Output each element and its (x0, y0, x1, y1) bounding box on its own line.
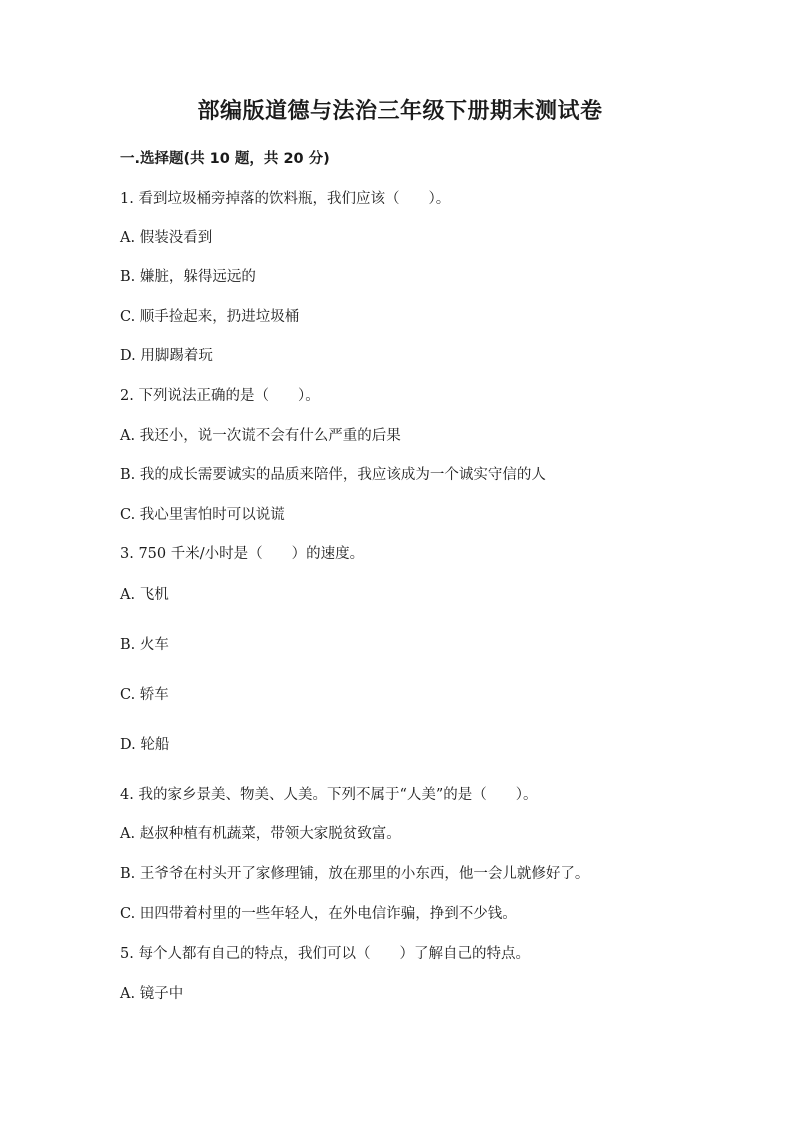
question-4-option-c: C. 田四带着村里的一些年轻人，在外电信诈骗，挣到不少钱。 (120, 906, 517, 922)
question-3-stem: 3. 750 千米/小时是（ ）的速度。 (120, 546, 365, 562)
question-2-option-c: C. 我心里害怕时可以说谎 (120, 507, 285, 523)
question-1-option-c: C. 顺手捡起来，扔进垃圾桶 (120, 309, 300, 325)
section-heading: 一.选择题(共 10 题，共 20 分) (120, 151, 330, 167)
question-1-option-a: A. 假装没看到 (120, 230, 213, 246)
question-1-option-d: D. 用脚踢着玩 (120, 348, 213, 364)
question-4-option-b: B. 王爷爷在村头开了家修理铺，放在那里的小东西，他一会儿就修好了。 (120, 866, 590, 882)
question-2-option-a: A. 我还小，说一次谎不会有什么严重的后果 (120, 428, 401, 444)
question-4-stem: 4. 我的家乡景美、物美、人美。下列不属于“人美”的是（ ）。 (120, 787, 538, 803)
question-1-option-b: B. 嫌脏，躲得远远的 (120, 269, 256, 285)
question-3-option-c: C. 轿车 (120, 687, 169, 703)
question-2-stem: 2. 下列说法正确的是（ ）。 (120, 388, 320, 404)
question-3-option-b: B. 火车 (120, 637, 169, 653)
question-3-option-a: A. 飞机 (120, 587, 169, 603)
question-1-stem: 1. 看到垃圾桶旁掉落的饮料瓶，我们应该（ ）。 (120, 191, 451, 207)
exam-title: 部编版道德与法治三年级下册期末测试卷 (197, 99, 603, 124)
question-5-option-a: A. 镜子中 (120, 986, 184, 1002)
question-4-option-a: A. 赵叔种植有机蔬菜，带领大家脱贫致富。 (120, 826, 401, 842)
question-5-stem: 5. 每个人都有自己的特点，我们可以（ ）了解自己的特点。 (120, 946, 530, 962)
question-3-option-d: D. 轮船 (120, 737, 170, 753)
question-2-option-b: B. 我的成长需要诚实的品质来陪伴，我应该成为一个诚实守信的人 (120, 467, 546, 483)
